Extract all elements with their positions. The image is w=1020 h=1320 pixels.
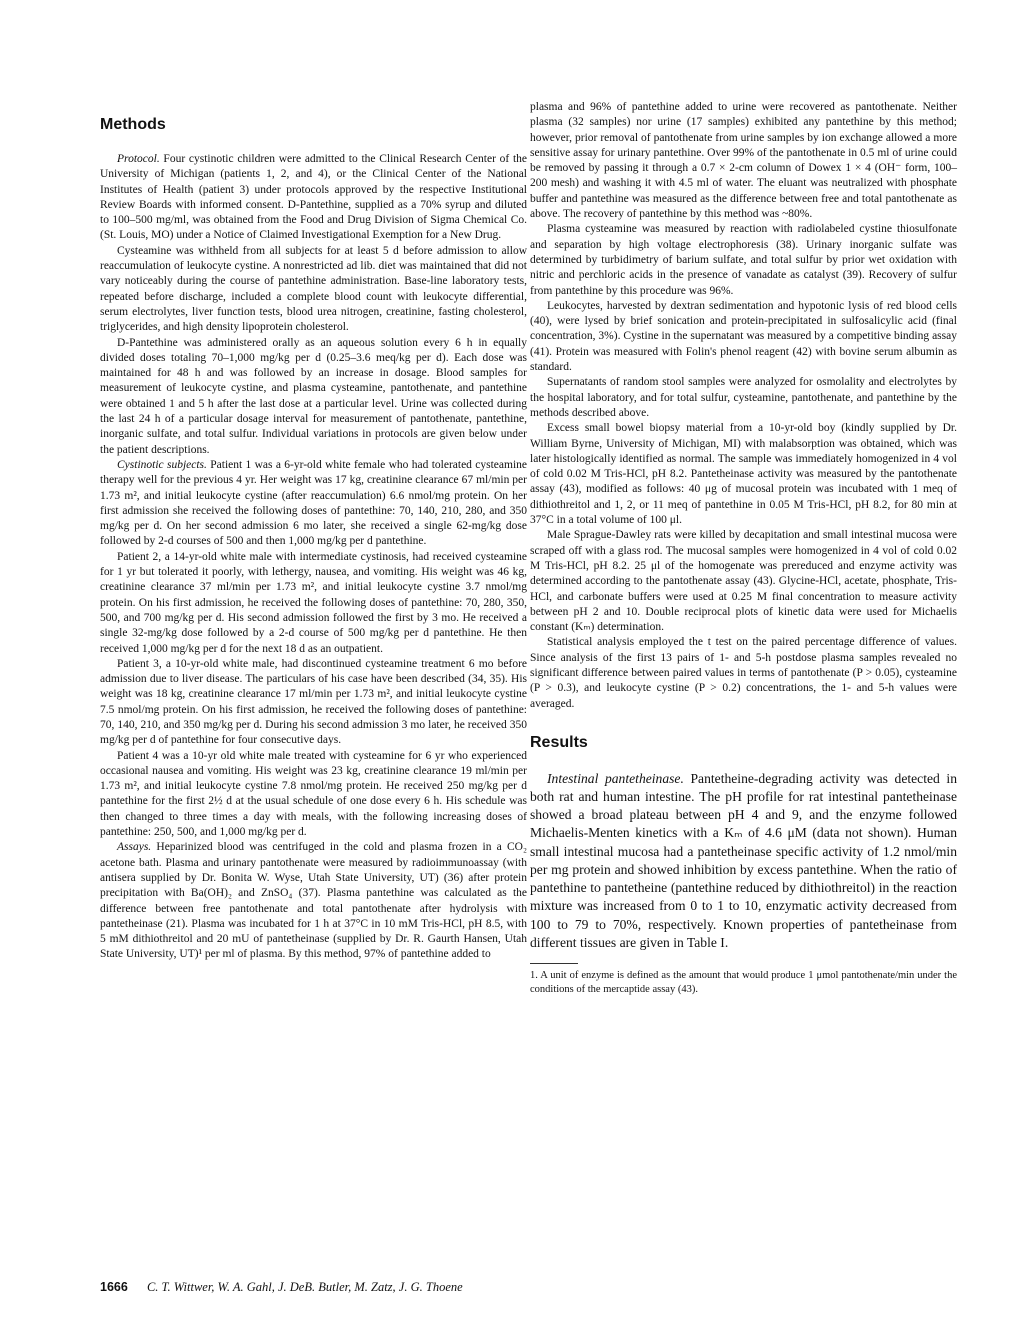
paragraph	[100, 336, 527, 458]
footnote: 1. A unit of enzyme is defined as the amount that would produce 1 μmol pantothenate/min under the conditions of the mercaptide assay (43).	[530, 969, 957, 995]
left-column	[100, 100, 527, 963]
footnote-rule	[530, 963, 578, 964]
paragraph-text: Excess small bowel biopsy material from a 10-yr-old boy (kindly supplied by Dr. William Byrne, University of Michigan, MI) with malabsorption was obtained, which was later histologically identified as normal. The sample was immediately homogenized in 4 vol of cold 0.02 M Tris-HCl, pH 8.2. Pantetheinase activity was measured by the pantothenate assay (43), modified as follows: 40 μg of mucosal protein was incubated with 1 meq of dithiothreitol and 1, 2, or 11 meq of pantethine in 0.05 M Tris-HCl, pH 8.2, for 80 min at 37°C in a total volume of 100 μl.	[530, 422, 957, 527]
paragraph-text: Heparinized blood was centrifuged in the cold and plasma frozen in a CO₂ acetone bath. Plasma and urinary pantothenate were measured by radioimmunoassay (with antisera supplied by Dr. Bonita W. Wyse, Utah State University, UT) (36) after protein precipitation with Ba(OH)₂ and ZnSO₄ (37). Plasma pantethine was calculated as the difference between free pantothenate and total pantothenate after hydrolysis with pantetheinase (21). Plasma was incubated for 1 h at 37°C in 10 mM Tris-HCl, pH 8.5, with 5 mM dithiothreitol and 20 mU of pantetheinase (supplied by Dr. R. Gaurth Hansen, Utah State University, UT)¹ per ml of plasma. By this method, 97% of pantethine added to	[100, 841, 527, 961]
running-authors: C. T. Wittwer, W. A. Gahl, J. DeB. Butler, M. Zatz, J. G. Thoene	[146, 1280, 463, 1294]
paragraph	[100, 152, 527, 244]
paragraph-text: Male Sprague-Dawley rats were killed by decapitation and small intestinal mucosa were scraped off with a glass rod. The mucosal samples were homogenized in 4 vol of cold 0.02 M Tris-HCl, pH 8.2. 25 μl of the homogenate was prereduced and enzyme activity was determined according to the pantothenate assay (43). Glycine-HCl, acetate, phosphate, Tris-HCl, and carbonate buffers were used at 0.25 M final concentration to measure activity between pH 2 and 10. Double reciprocal plots of kinetic data were used for Michaelis constant (Kₘ) determination.	[530, 529, 957, 634]
paragraph	[530, 222, 957, 298]
right-column	[530, 100, 957, 997]
methods-body	[100, 152, 527, 963]
paragraph-text: Supernatants of random stool samples were analyzed for osmolality and electrolytes by the hospital laboratory, and for total sulfur, cysteamine, pantothenate, and pantethine by the methods described above.	[530, 376, 957, 419]
paragraph-text: Leukocytes, harvested by dextran sedimentation and hypotonic lysis of red blood cells (40), were lysed by brief sonication and protein-precipitated in sulfosalicylic acid (final concentration, 3%). Cystine in the supernatant was measured by a competitive binding assay (41). Protein was measured with Folin's phenol reagent (42) with bovine serum albumin as standard.	[530, 299, 957, 374]
paragraph	[100, 749, 527, 841]
methods-body-continued	[530, 100, 957, 712]
results-paragraph	[530, 770, 957, 952]
paragraph	[530, 100, 957, 222]
paragraph-text: plasma and 96% of pantethine added to urine were recovered as pantothenate. Neither plasma (32 samples) nor urine (17 samples) exhibited any pantethine by this method; however, prior removal of pantothenate from urine samples by ion exchange allowed a more sensitive assay for urinary pantethine. Over 99% of the pantothenate in 0.5 ml of urine could be removed by passing it through a 0.7 × 2-cm column of Dowex 1 × 4 (OH⁻ form, 100–200 mesh) and washing it with 4.5 ml of water. The eluant was neutralized with phosphate buffer and pantethine was measured as the difference between free and total pantothenate as above. The recovery of pantethine by this method was ~80%.	[530, 101, 957, 221]
paragraph-text: D-Pantethine was administered orally as an aqueous solution every 6 h in equally divided doses totaling 70–1,000 mg/kg per d (0.25–3.6 meq/kg per d). Each dose was maintained for 48 h and was followed by an increase in dosage. Blood samples for measurement of leukocyte cystine, and plasma cysteamine, pantothenate, and pantethine were obtained 1 and 5 h after the last dose at a particular level. Urine was collected during the last 24 h of a particular dosage interval for measurement of pantothenate, pantethine, inorganic sulfate, and total sulfur. Individual variations in protocols are given below under the patient descriptions.	[100, 336, 527, 456]
results-body	[530, 770, 957, 952]
paragraph	[100, 657, 527, 749]
paragraph	[530, 635, 957, 711]
paragraph-text: Statistical analysis employed the t test on the paired percentage difference of values. Since analysis of the first 13 pairs of 1- and 5-h postdose plasma samples revealed no significant difference between paired values in terms of pantothenate (P > 0.05), cysteamine (P > 0.3), and leukocyte cystine (P > 0.2) concentrations, the 1- and 5-h values were averaged.	[530, 636, 957, 710]
paragraph-text: Cysteamine was withheld from all subjects for at least 5 d before admission to allow reaccumulation of leukocyte cystine. A nonrestricted ad lib. diet was maintained that did not vary noticeably during the course of pantethine administration. Base-line laboratory tests, repeated before discharge, included a complete blood count with leukocyte differential, serum electrolytes, liver function tests, blood urea nitrogen, creatinine, fasting cholesterol, triglycerides, and high density lipoprotein cholesterol.	[100, 244, 527, 334]
results-heading: Results	[530, 733, 588, 751]
paragraph	[530, 375, 957, 421]
paragraph-text: Four cystinotic children were admitted to the Clinical Research Center of the University of Michigan (patients 1, 2, and 4), or the Clinical Center of the National Institutes of Health (patient 3) under protocols approved by the respective Institutional Review Boards with informed consent. D-Pantethine, supplied as a 70% syrup and diluted to 100–500 mg/ml, was obtained from the Food and Drug Division of Sigma Chemical Co. (St. Louis, MO) under a Notice of Claimed Investigational Exemption for a New Drug.	[100, 153, 527, 242]
paragraph-text: Pantetheine-degrading activity was detected in both rat and human intestine. The pH profile for rat intestinal pantetheinase showed a broad plateau between pH 4 and 9, and the enzyme followed Michaelis-Menten kinetics with a Kₘ of 4.6 μM (data not shown). Human small intestinal mucosa had a pantetheinase specific activity of 1.2 nmol/min per mg protein and showed inhibition by excess pantethine. When the ratio of pantethine to pantetheine (pantethine reduced by dithiothreitol) in the reaction mixture was increased from 0 to 1 to 10, enzymatic activity decreased from 100 to 79 to 70%, respectively. Known properties of pantetheinase from different tissues are given in Table I.	[530, 770, 957, 950]
paragraph	[100, 550, 527, 657]
paragraph	[530, 421, 957, 528]
paragraph	[100, 458, 527, 550]
paragraph	[530, 528, 957, 635]
paragraph-text: Patient 4 was a 10-yr old white male treated with cysteamine for 6 yr who experienced occasional nausea and vomiting. His weight was 23 kg, creatinine clearance 19 ml/min per 1.73 m², and initial leukocyte cystine 7.8 nmol/mg protein. He received 250 mg/kg per d pantethine for the first 2½ d at the usual schedule of one dose every 6 h. His schedule was then changed to three times a day with meals, with the following increasing doses of pantethine: 250, 500, and 1,000 mg/kg per d.	[100, 749, 527, 839]
paragraph-lead: Cystinotic subjects.	[117, 458, 207, 471]
paragraph-lead: Assays.	[117, 841, 152, 854]
paragraph-text: Patient 1 was a 6-yr-old white female who had tolerated cysteamine therapy well for the previous 4 yr. Her weight was 17 kg, creatinine clearance 67 ml/min per 1.73 m², and initial leukocyte cystine (after reaccumulation) 6.6 nmol/mg protein. On her first admission she received the following doses of pantethine: 70, 140, 210, 280, and 350 mg/kg per d. On her second admission 6 mo later, she received a single 62-mg/kg dose followed by 2-d courses of 500 and then 1,000 mg/kg per d pantethine.	[100, 458, 528, 548]
paragraph-text: Patient 2, a 14-yr-old white male with intermediate cystinosis, had received cysteamine for 1 yr but tolerated it poorly, with lethergy, nausea, and vomiting. His weight was 46 kg, creatinine clearance 37 ml/min per 1.73 m², and initial leukocyte cystine 3.7 nmol/mg protein. On his first admission, he received the following doses of pantethine: 70, 280, 350, 500, and 700 mg/kg per d. His second admission followed the first by 3 mo. He received a single 32-mg/kg dose followed by a 2-d course of 500 mg/kg per d pantethine. He then received 1,000 mg/kg per d for the next 18 d as an outpatient.	[100, 550, 527, 655]
paragraph	[100, 244, 527, 336]
paragraph-text: Plasma cysteamine was measured by reaction with radiolabeled cystine thiosulfonate and separation by high voltage electrophoresis (38). Urinary inorganic sulfate was determined by turbidimetry of barium sulfate, and total sulfur by prior wet oxidation with nitric and perchloric acids in the presence of vanadate as catalyst (39). Recovery of sulfur from pantethine by this procedure was 96%.	[530, 223, 957, 297]
page-footer	[100, 1280, 700, 1295]
paragraph	[100, 840, 527, 962]
paragraph-lead: Intestinal pantetheinase.	[547, 770, 684, 786]
paragraph-text: Patient 3, a 10-yr-old white male, had discontinued cysteamine treatment 6 mo before admission due to liver disease. The particulars of his case have been described (34, 35). His weight was 18 kg, creatinine clearance 17 ml/min per 1.73 m², and initial leukocyte cystine 7.5 nmol/mg protein. On his first admission, he received the following doses of pantethine: 70, 140, 210, and 350 mg/kg per d. During his second admission 3 mo later, he received 350 mg/kg per d of pantethine for four consecutive days.	[100, 657, 527, 747]
paragraph-lead: Protocol.	[117, 153, 160, 165]
page-number: 1666	[100, 1280, 128, 1294]
methods-heading: Methods	[100, 116, 166, 133]
paragraph	[530, 299, 957, 375]
